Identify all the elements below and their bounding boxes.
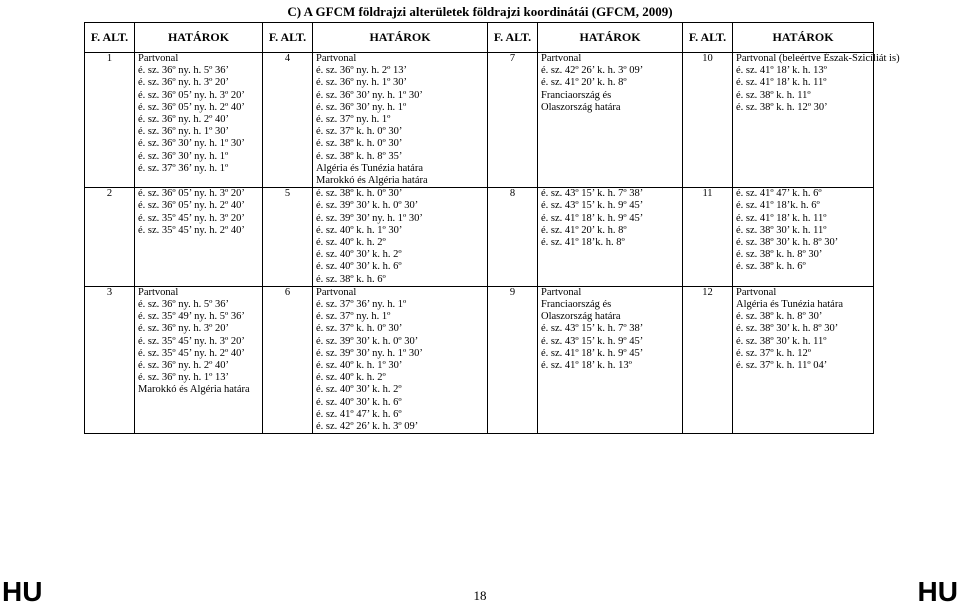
boundary-cell — [313, 53, 488, 188]
table-row — [85, 188, 874, 287]
boundary-line: é. sz. 36º ny. h. 2º 40’ — [138, 114, 229, 126]
boundary-line: é. sz. 38º k. h. 6º — [736, 261, 806, 273]
boundary-cell — [313, 188, 488, 287]
boundary-line: é. sz. 36º ny. h. 3º 20’ — [138, 77, 229, 89]
boundary-line: é. sz. 41º 20’ k. h. 8º — [541, 224, 627, 236]
boundary-line: Olaszország határa — [541, 311, 621, 323]
page-title: C) A GFCM földrajzi alterületek földrajzi koordinátái (GFCM, 2009) — [287, 4, 673, 19]
boundary-line: é. sz. 40º 30’ k. h. 2º — [316, 384, 402, 396]
boundary-line: é. sz. 41º 18’ k. h. 9º 45’ — [541, 212, 644, 224]
boundary-line: é. sz. 36º 30’ ny. h. 1º 30’ — [138, 138, 245, 150]
subarea-number: 2 — [85, 188, 135, 287]
subarea-number: 5 — [263, 188, 313, 287]
boundary-line: é. sz. 40º 30’ k. h. 6º — [316, 396, 402, 408]
subarea-number: 3 — [85, 286, 135, 433]
boundary-line: é. sz. 40º k. h. 1º 30’ — [316, 224, 403, 236]
boundary-cell — [538, 188, 683, 287]
boundary-cell — [733, 53, 900, 188]
boundary-line: é. sz. 35º 45’ ny. h. 2º 40’ — [138, 347, 245, 359]
boundary-line: é. sz. 38º 30’ k. h. 8º 30’ — [736, 237, 839, 249]
subarea-number: 8 — [488, 188, 538, 287]
subarea-number: 12 — [683, 286, 733, 433]
boundary-line: é. sz. 37º k. h. 0º 30’ — [316, 126, 403, 138]
boundary-line: é. sz. 42º 26’ k. h. 3º 09’ — [541, 65, 644, 77]
boundary-line: é. sz. 41º 18’ k. h. 11º — [736, 212, 827, 224]
hatarok-header: HATÁROK — [313, 23, 488, 53]
boundary-line: é. sz. 35º 45’ ny. h. 3º 20’ — [138, 212, 245, 224]
boundary-line: é. sz. 41º 47’ k. h. 6º — [736, 188, 822, 200]
boundary-line: Algéria és Tunézia határa — [736, 299, 844, 311]
boundary-line: é. sz. 37º k. h. 12º — [736, 347, 812, 359]
boundary-line: é. sz. 38º k. h. 11º — [736, 89, 811, 101]
subarea-number: 4 — [263, 53, 313, 188]
falt-header: F. ALT. — [85, 23, 135, 53]
boundary-line: é. sz. 43º 15’ k. h. 9º 45’ — [541, 335, 644, 347]
language-code-right: HU — [917, 576, 958, 607]
boundary-line: é. sz. 38º k. h. 0º 30’ — [316, 138, 403, 150]
boundary-line: é. sz. 38º k. h. 8º 30’ — [736, 311, 823, 323]
boundary-line: Partvonal — [138, 53, 179, 64]
boundary-line: Franciaország és — [541, 89, 612, 101]
hatarok-header: HATÁROK — [538, 23, 683, 53]
boundary-line: é. sz. 41º 18’ k. h. 11º — [736, 77, 827, 89]
boundary-line: é. sz. 36º ny. h. 1º 30’ — [138, 126, 229, 138]
boundary-line: é. sz. 38º 30’ k. h. 11º — [736, 335, 827, 347]
boundary-line: é. sz. 37º ny. h. 1º — [316, 114, 391, 126]
boundary-line: é. sz. 41º 47’ k. h. 6º — [316, 408, 402, 420]
boundary-line: Algéria és Tunézia határa — [316, 162, 424, 174]
boundary-line: é. sz. 36º ny. h. 1º 30’ — [316, 77, 407, 89]
boundary-line: é. sz. 41º 18’k. h. 6º — [736, 200, 820, 212]
subarea-number: 9 — [488, 286, 538, 433]
boundary-line: é. sz. 40º k. h. 2º — [316, 237, 386, 249]
boundary-line: é. sz. 40º k. h. 1º 30’ — [316, 360, 403, 372]
boundary-line: Partvonal — [541, 53, 582, 64]
boundary-line: é. sz. 38º k. h. 0º 30’ — [316, 188, 403, 200]
boundary-line: é. sz. 40º 30’ k. h. 6º — [316, 261, 402, 273]
boundary-line: é. sz. 37º k. h. 0º 30’ — [316, 323, 403, 335]
boundary-line: é. sz. 41º 18’ k. h. 13º — [541, 360, 632, 372]
boundary-line: é. sz. 38º k. h. 12º 30’ — [736, 101, 828, 113]
boundary-cell — [135, 188, 263, 287]
boundary-line: é. sz. 35º 45’ ny. h. 2º 40’ — [138, 224, 245, 236]
boundary-line: é. sz. 36º ny. h. 3º 20’ — [138, 323, 229, 335]
boundary-line: é. sz. 38º 30’ k. h. 11º — [736, 224, 827, 236]
boundary-line: é. sz. 35º 45’ ny. h. 3º 20’ — [138, 335, 245, 347]
boundary-line: é. sz. 37º 36’ ny. h. 1º — [138, 162, 229, 174]
boundary-cell — [135, 53, 263, 188]
boundary-line: Partvonal — [736, 286, 777, 298]
boundary-cell — [313, 286, 488, 433]
boundary-cell — [538, 286, 683, 433]
boundary-line: é. sz. 42º 26’ k. h. 3º 09’ — [316, 421, 419, 433]
boundary-line: é. sz. 37º ny. h. 1º — [316, 311, 391, 323]
boundary-line: é. sz. 36º ny. h. 2º 40’ — [138, 360, 229, 372]
boundary-line: é. sz. 36º 30’ ny. h. 1º 30’ — [316, 89, 423, 101]
boundary-line: é. sz. 38º 30’ k. h. 8º 30’ — [736, 323, 839, 335]
boundary-line: Partvonal — [138, 286, 179, 298]
falt-header: F. ALT. — [488, 23, 538, 53]
subarea-number: 1 — [85, 53, 135, 188]
boundary-line: é. sz. 41º 18’ k. h. 13º — [736, 65, 827, 77]
boundary-line: é. sz. 36º 05’ ny. h. 3º 20’ — [138, 89, 245, 101]
boundary-line: é. sz. 36º 30’ ny. h. 1º — [316, 101, 407, 113]
boundary-line: Marokkó és Algéria határa — [138, 384, 250, 396]
boundary-line: é. sz. 38º k. h. 6º — [316, 273, 386, 285]
boundary-line: é. sz. 40º 30’ k. h. 2º — [316, 249, 402, 261]
boundary-line: é. sz. 36º ny. h. 5º 36’ — [138, 65, 229, 77]
table-row — [85, 286, 874, 433]
boundary-line: é. sz. 40º k. h. 2º — [316, 372, 386, 384]
boundary-line: é. sz. 39º 30’ k. h. 0º 30’ — [316, 335, 419, 347]
subarea-number: 10 — [683, 53, 733, 188]
boundary-line: é. sz. 43º 15’ k. h. 9º 45’ — [541, 200, 644, 212]
boundary-cell — [733, 286, 874, 433]
boundary-cell — [733, 188, 874, 287]
subarea-number: 7 — [488, 53, 538, 188]
boundary-line: é. sz. 36º 05’ ny. h. 3º 20’ — [138, 188, 245, 200]
page-number: 18 — [473, 588, 487, 603]
boundary-line: é. sz. 38º k. h. 8º 30’ — [736, 249, 823, 261]
falt-header: F. ALT. — [683, 23, 733, 53]
boundary-line: é. sz. 39º 30’ ny. h. 1º 30’ — [316, 212, 423, 224]
boundary-line: Partvonal (beleértve Észak-Szicíliát is) — [736, 53, 900, 64]
boundary-line: é. sz. 37º 36’ ny. h. 1º — [316, 299, 407, 311]
boundary-line: é. sz. 43º 15’ k. h. 7º 38’ — [541, 323, 644, 335]
boundary-cell — [135, 286, 263, 433]
boundary-line: Partvonal — [316, 286, 357, 298]
boundary-line: Partvonal — [541, 286, 582, 298]
boundary-line: é. sz. 39º 30’ k. h. 0º 30’ — [316, 200, 419, 212]
boundary-line: é. sz. 39º 30’ ny. h. 1º 30’ — [316, 347, 423, 359]
boundary-line: é. sz. 43º 15’ k. h. 7º 38’ — [541, 188, 644, 200]
boundary-line: é. sz. 36º 05’ ny. h. 2º 40’ — [138, 200, 245, 212]
hatarok-header: HATÁROK — [135, 23, 263, 53]
boundary-line: é. sz. 36º ny. h. 2º 13’ — [316, 65, 407, 77]
boundary-line: é. sz. 35º 49’ ny. h. 5º 36’ — [138, 311, 245, 323]
falt-header: F. ALT. — [263, 23, 313, 53]
hatarok-header: HATÁROK — [733, 23, 874, 53]
coordinates-table — [84, 22, 900, 434]
boundary-line: Franciaország és — [541, 299, 612, 311]
language-code-left: HU — [2, 576, 43, 607]
boundary-line: é. sz. 38º k. h. 8º 35’ — [316, 150, 403, 162]
boundary-line: Partvonal — [316, 53, 357, 64]
boundary-line: Olaszország határa — [541, 101, 621, 113]
boundary-line: é. sz. 41º 18’k. h. 8º — [541, 237, 625, 249]
boundary-cell — [538, 53, 683, 188]
boundary-line: é. sz. 37º k. h. 11º 04’ — [736, 360, 828, 372]
boundary-line: é. sz. 36º ny. h. 1º 13’ — [138, 372, 229, 384]
table-row — [85, 53, 874, 188]
boundary-line: é. sz. 36º 30’ ny. h. 1º — [138, 150, 229, 162]
boundary-line: é. sz. 36º 05’ ny. h. 2º 40’ — [138, 101, 245, 113]
boundary-line: Marokkó és Algéria határa — [316, 175, 428, 187]
boundary-line: é. sz. 36º ny. h. 5º 36’ — [138, 299, 229, 311]
boundary-line: é. sz. 41º 18’ k. h. 9º 45’ — [541, 347, 644, 359]
boundary-line: é. sz. 41º 20’ k. h. 8º — [541, 77, 627, 89]
subarea-number: 6 — [263, 286, 313, 433]
subarea-number: 11 — [683, 188, 733, 287]
